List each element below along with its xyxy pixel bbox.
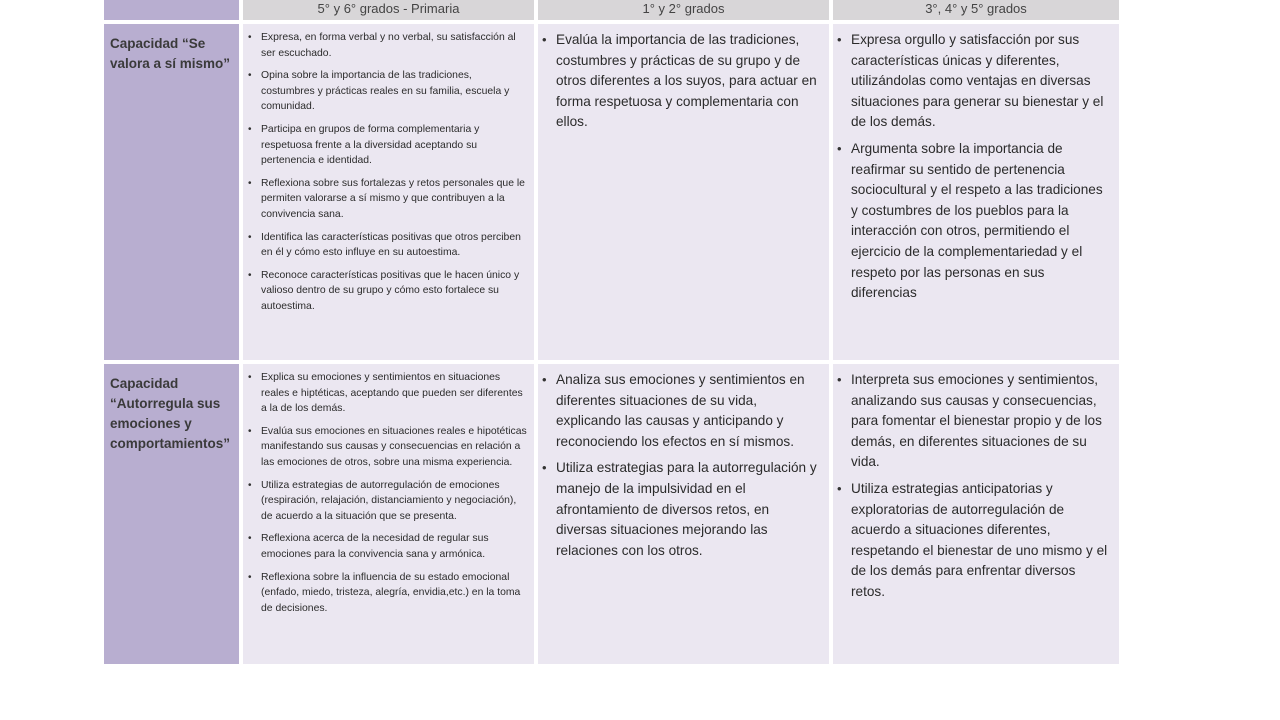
row1-col1-cell <box>243 24 534 360</box>
list-item: • Opina sobre la importancia de las tradiciones, costumbres y prácticas reales en su familia, escuela y comunidad. <box>243 68 528 115</box>
bullet-list <box>833 370 1113 603</box>
list-item: • Utiliza estrategias de autorregulación de emociones (respiración, relajación, distanciamiento y negociación), de acuerdo a la situación que se presenta. <box>243 478 528 525</box>
header-grade-col1 <box>243 0 534 20</box>
row-label-autorregula: Capacidad “Autorregula sus emociones y comportamientos” <box>104 364 239 664</box>
list-item: • Reflexiona acerca de la necesidad de regular sus emociones para la convivencia sana y armónica. <box>243 531 528 562</box>
row2-col1-cell <box>243 364 534 664</box>
header-grade-col1-label: 5° y 6° grados - Primaria <box>317 1 460 16</box>
list-item: • Evalúa sus emociones en situaciones reales e hipotéticas manifestando sus causas y consecuencias en relación a las emociones de otros, sobre una misma experiencia. <box>243 424 528 471</box>
bullet-list <box>538 370 823 561</box>
bullet-list <box>538 30 823 133</box>
list-item: • Interpreta sus emociones y sentimientos, analizando sus causas y consecuencias, para fomentar el bienestar propio y de los demás, en diferentes situaciones de su vida. <box>833 370 1113 473</box>
list-item: • Identifica las características positivas que otros perciben en él y cómo esto influye en su autoestima. <box>243 230 528 261</box>
bullet-list <box>243 370 528 616</box>
header-grade-col2 <box>538 0 829 20</box>
row1-col3-cell <box>833 24 1119 360</box>
header-grade-col3-label: 3°, 4° y 5° grados <box>925 1 1027 16</box>
list-item: • Expresa, en forma verbal y no verbal, su satisfacción al ser escuchado. <box>243 30 528 61</box>
list-item: • Reflexiona sobre sus fortalezas y retos personales que le permiten valorarse a sí mismo y que contribuyen a la convivencia sana. <box>243 176 528 223</box>
header-grade-col2-label: 1° y 2° grados <box>642 1 725 16</box>
capacities-table <box>104 0 1119 663</box>
list-item: • Reconoce características positivas que le hacen único y valioso dentro de su grupo y cómo esto fortalece su autoestima. <box>243 268 528 315</box>
list-item: • Explica su emociones y sentimientos en situaciones reales e hiptéticas, aceptando que pueden ser diferentes a la de los demás. <box>243 370 528 417</box>
header-corner-cell <box>104 0 239 20</box>
row-label-se-valora: Capacidad “Se valora a sí mismo” <box>104 24 239 360</box>
list-item: • Expresa orgullo y satisfacción por sus características únicas y diferentes, utilizándolas como ventajas en diversas situaciones para generar su bienestar y el de los demás. <box>833 30 1113 133</box>
bullet-list <box>243 30 528 315</box>
list-item: • Utiliza estrategias para la autorregulación y manejo de la impulsividad en el afrontamiento de diversos retos, en diversas situaciones mejorando las relaciones con los otros. <box>538 458 823 561</box>
row2-col2-cell <box>538 364 829 664</box>
header-grade-col3 <box>833 0 1119 20</box>
row2-col3-cell <box>833 364 1119 664</box>
list-item: • Utiliza estrategias anticipatorias y exploratorias de autorregulación de acuerdo a situaciones diferentes, respetando el bienestar de uno mismo y el de los demás para enfrentar diversos retos. <box>833 479 1113 603</box>
list-item: • Evalúa la importancia de las tradiciones, costumbres y prácticas de su grupo y de otros diferentes a los suyos, para actuar en forma respetuosa y complementaria con ellos. <box>538 30 823 133</box>
list-item: • Analiza sus emociones y sentimientos en diferentes situaciones de su vida, explicando las causas y anticipando y reconociendo los efectos en sí mismos. <box>538 370 823 452</box>
bullet-list <box>833 30 1113 304</box>
list-item: • Participa en grupos de forma complementaria y respetuosa frente a la diversidad aceptando su pertenencia e identidad. <box>243 122 528 169</box>
list-item: • Argumenta sobre la importancia de reafirmar su sentido de pertenencia sociocultural y el respeto a las tradiciones y costumbres de los pueblos para la interacción con otros, permitiendo el ejercicio de la complementariedad y el respeto por las personas en sus diferencias <box>833 139 1113 304</box>
list-item: • Reflexiona sobre la influencia de su estado emocional (enfado, miedo, tristeza, alegría, envidia,etc.) en la toma de decisiones. <box>243 570 528 617</box>
row1-col2-cell <box>538 24 829 360</box>
